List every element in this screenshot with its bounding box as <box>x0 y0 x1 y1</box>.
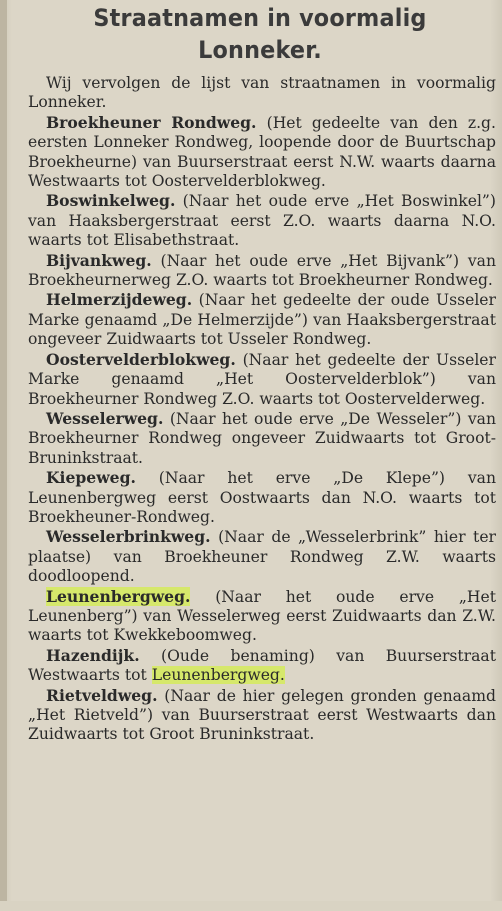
entry-leunenbergweg <box>28 587 496 646</box>
street-entries <box>28 113 496 587</box>
entry-text: (Oude benaming) van Buurserstraat Westwaarts tot <box>28 646 496 685</box>
street-entry <box>28 290 496 349</box>
street-name: Helmerzijdeweg. <box>46 290 193 310</box>
entry-text: (Naar het oude erve „Het Boswinkel”) van Haaksbergerstraat eerst Z.O. waarts daarna N.O. waarts tot Elisabethstraat. <box>28 192 496 250</box>
street-name: Boswinkelweg. <box>46 191 176 211</box>
intro-paragraph: Wij vervolgen de lijst van straatnamen in voormalig Lonneker. <box>28 74 496 112</box>
street-name: Wesselerweg. <box>46 408 164 428</box>
street-entry <box>28 468 496 527</box>
entry-text: (Naar het oude erve „De Wesseler”) van Broekheurner Rondweg ongeveer Zuidwaarts tot Groot-Bruninkstraat. <box>28 409 496 467</box>
entry-rietveldweg <box>28 686 496 745</box>
street-name-highlighted: Leunenbergweg. <box>46 586 191 606</box>
street-name: Wesselerbrinkweg. <box>46 527 211 547</box>
entry-text: (Naar de hier gelegen gronden genaamd „Het Rietveld”) van Buurserstraat eerst Westwaarts dan Zuidwaarts tot Groot Bruninkstraat. <box>28 686 496 744</box>
street-name: Broekheuner Rondweg. <box>46 112 257 132</box>
street-entry <box>28 350 496 409</box>
title-line-2: Lonneker. <box>198 36 322 64</box>
clipping-bottom-edge <box>0 901 502 911</box>
street-entry <box>28 409 496 468</box>
entry-text: (Naar het oude erve „Het Leunenberg”) van Wesselerweg eerst Zuidwaarts dan Z.W. waarts tot Kwekkeboomweg. <box>28 587 496 645</box>
street-entry <box>28 251 496 291</box>
street-entry <box>28 113 496 192</box>
street-entry <box>28 191 496 250</box>
street-name: Oostervelderblokweg. <box>46 349 236 369</box>
entry-text: (Naar het gedeelte der oude Usseler Marke genaamd „De Helmerzijde”) van Haaksbergerstraat ongeveer Zuidwaarts tot Usseler Rondweg. <box>28 291 496 349</box>
article-body <box>28 74 496 745</box>
highlighted-term: Leunenbergweg. <box>151 666 285 685</box>
street-name: Rietveldweg. <box>46 685 158 705</box>
street-name: Bijvankweg. <box>46 250 152 270</box>
street-entry <box>28 527 496 586</box>
entry-hazendijk <box>28 646 496 686</box>
street-name: Kiepeweg. <box>46 468 136 488</box>
entry-text: (Naar het gedeelte der Usseler Marke genaamd „Het Oostervelderblok”) van Broekheurner Rondweg Z.O. waarts tot Oostervelderweg. <box>28 350 496 408</box>
entry-text: (Naar het erve „De Klepe”) van Leunenbergweg eerst Oostwaarts dan N.O. waarts tot Broekheuner-Rondweg. <box>28 469 496 526</box>
street-name: Hazendijk. <box>46 645 140 665</box>
article-title <box>55 2 464 66</box>
title-line-1: Straatnamen in voormalig <box>93 4 427 32</box>
entry-text: (Naar het oude erve „Het Bijvank”) van Broekheurnerweg Z.O. waarts tot Broekheurner Rondweg. <box>28 251 496 290</box>
entry-text: (Het gedeelte van den z.g. eersten Lonneker Rondweg, loopende door de Buurtschap Broekheurne) van Buurserstraat eerst N.W. waarts daarna Westwaarts tot Oostervelderblokweg. <box>28 113 496 191</box>
page-edge <box>0 0 7 911</box>
entry-text: (Naar de „Wesselerbrink” hier ter plaatse) van Broekheuner Rondweg Z.W. waarts doodloopend. <box>28 528 496 586</box>
